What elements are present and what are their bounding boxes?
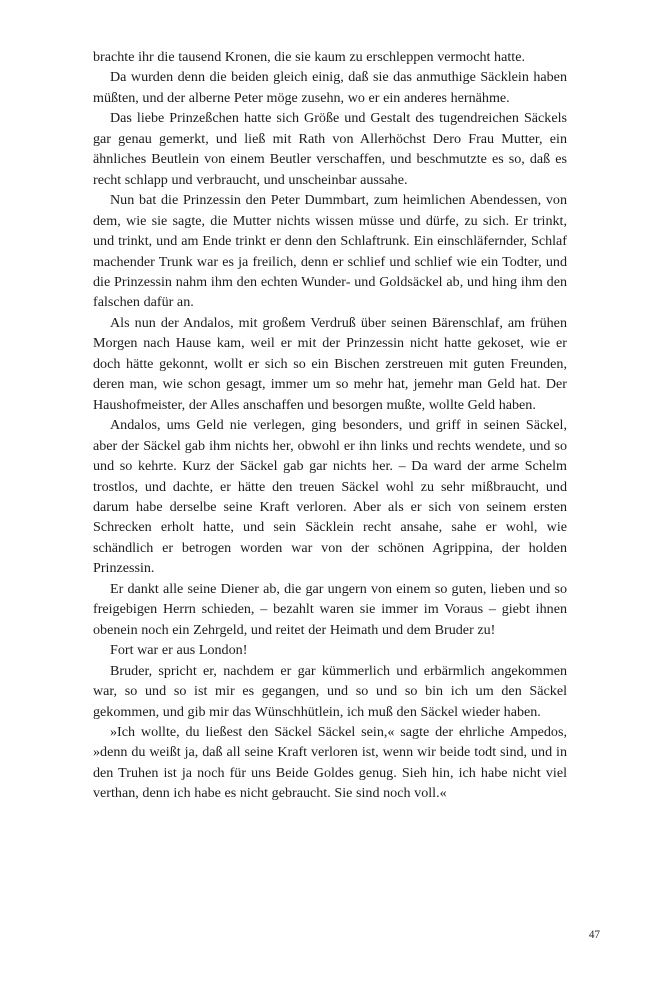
paragraph: »Ich wollte, du ließest den Säckel Säckel sein,« sagte der ehrliche Ampedos, »denn du weißt ja, daß all seine Kraft verloren ist, wenn wir beide todt sind, und in den Truhen ist ja noch für uns Beide Goldes genug. Sieh hin, ich habe nicht viel verthan, denn ich habe es nicht gebraucht. Sie sind noch voll.«	[93, 723, 567, 802]
paragraph: brachte ihr die tausend Kronen, die sie kaum zu erschleppen vermocht hatte.	[93, 49, 525, 65]
paragraph: Als nun der Andalos, mit großem Verdruß über seinen Bärenschlaf, am frühen Morgen nach Hause kam, weil er mit der Prinzessin nicht hatte gekoset, wie er doch hätte gekonnt, wollt er sich so ein Bischen zerstreuen mit guten Freunden, deren man, wie schon gesagt, immer um so mehr hat, jemehr man Geld hat. Der Haushofmeister, der Alles anschaffen und besorgen mußte, wollte Geld haben.	[93, 314, 567, 413]
paragraph: Das liebe Prinzeßchen hatte sich Größe und Gestalt des tugendreichen Säckels gar genau gemerkt, und ließ mit Rath von Allerhöchst Dero Frau Mutter, ein ähnliches Beutlein von einem Beutler verschaffen, und beschmutzte es so, daß es recht schlapp und verbraucht, und unscheinbar aussahe.	[93, 110, 567, 188]
paragraph: Fort war er aus London!	[110, 642, 248, 659]
body-text-column	[93, 47, 567, 804]
paragraph: Da wurden denn die beiden gleich einig, daß sie das anmuthige Säcklein haben müßten, und der alberne Peter möge zusehn, wo er ein anderes hernähme.	[93, 69, 567, 106]
paragraph: Nun bat die Prinzessin den Peter Dummbart, zum heimlichen Abendessen, von dem, wie sie sagte, die Mutter nichts wissen müsse und dürfe, zu sich. Er trinkt, und trinkt, und am Ende trinkt er denn den Schlaftrunk. Ein einschläfernder, Schlaf machender Trunk war es ja freilich, denn er schlief und schlief wie ein Todter, und die Prinzessin nahm ihm den echten Wunder- und Goldsäckel ab, und hing ihm den falschen dafür an.	[93, 192, 567, 311]
paragraph: Er dankt alle seine Diener ab, die gar ungern von einem so guten, lieben und so freigebigen Herrn schieden, – bezahlt waren sie immer im Voraus – giebt ihnen obenein noch ein Zehrgeld, und reitet der Heimath und dem Bruder zu!	[93, 580, 567, 638]
paragraph: Bruder, spricht er, nachdem er gar kümmerlich und erbärmlich angekommen war, so und so ist mir es gegangen, und so und so bin ich um den Säckel gekommen, und gib mir das Wünschhütlein, ich muß den Säckel wieder haben.	[93, 662, 567, 720]
page-number: 47	[588, 929, 600, 941]
paragraph: Andalos, ums Geld nie verlegen, ging besonders, und griff in seinen Säckel, aber der Säckel gab ihm nichts her, obwohl er ihn links und rechts wendete, und so und so kehrte. Kurz der Säckel gab gar nichts her. – Da ward der arme Schelm trostlos, und dachte, er hätte den treuen Säckel wohl zu sehr mißbraucht, und darum habe derselbe seine Kraft verloren. Aber als er sich von seinem ersten Schrecken erholt hatte, und sein Säcklein recht ansahe, sahe er wohl, wie schändlich er betrogen worden war von der schönen Agrippina, der holden Prinzessin.	[93, 417, 567, 577]
